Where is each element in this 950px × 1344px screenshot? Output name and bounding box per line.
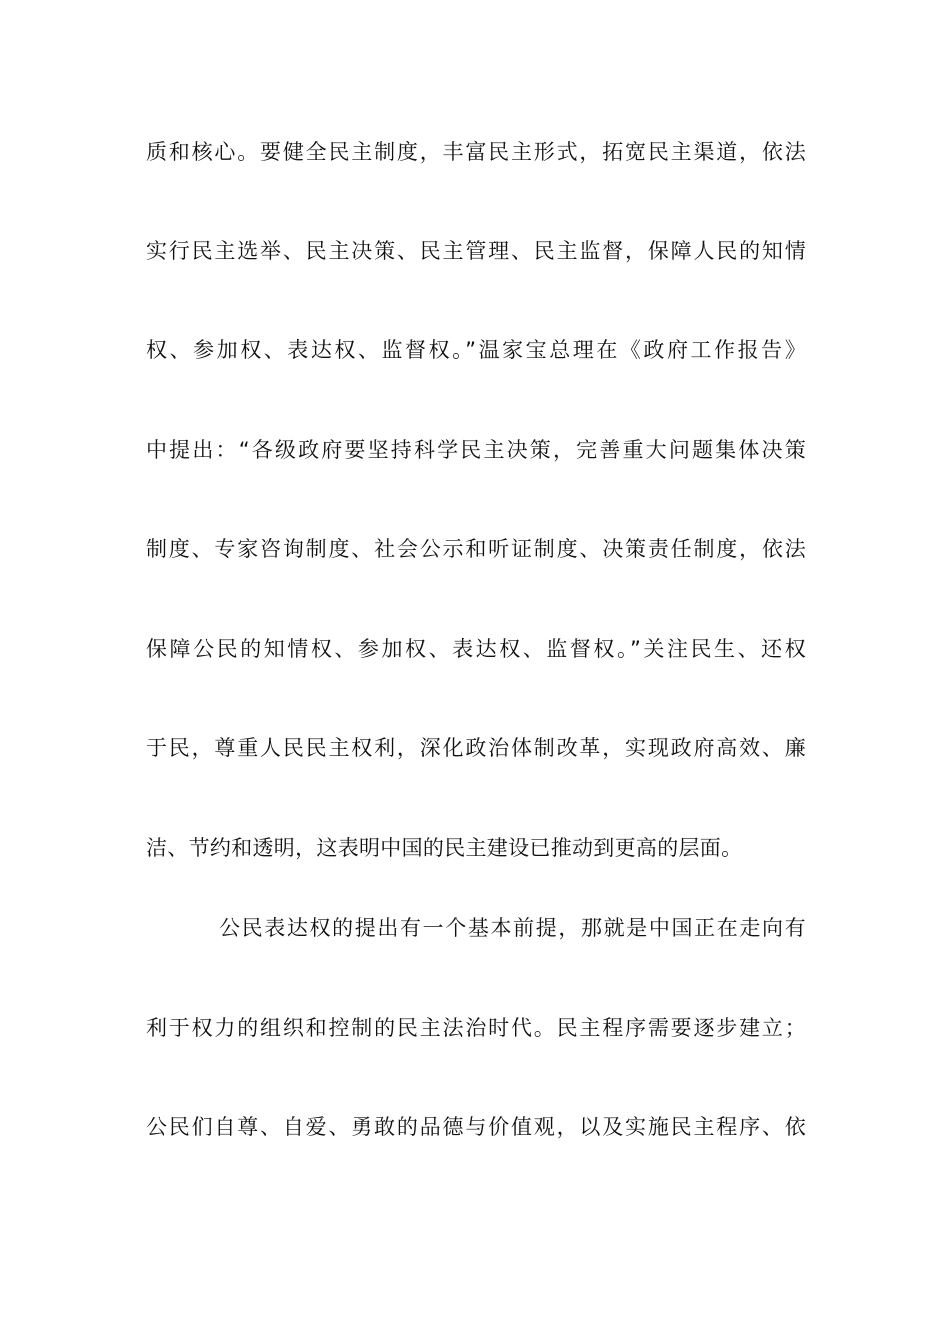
text-line: 质和核心。要健全民主制度，丰富民主形式，拓宽民主渠道，依法 (146, 140, 806, 164)
text-line: 公民们自尊、自爱、勇敢的品德与价值观，以及实施民主程序、依 (146, 1115, 806, 1139)
paragraph-start-line: 公民表达权的提出有一个基本前提，那就是中国正在走向有 (219, 916, 806, 940)
text-line: 中提出：“各级政府要坚持科学民主决策，完善重大问题集体决策 (146, 438, 806, 462)
text-line: 于民，尊重人民民主权利，深化政治体制改革，实现政府高效、廉 (146, 736, 806, 760)
text-line: 权、参加权、表达权、监督权。”温家宝总理在《政府工作报告》 (146, 338, 806, 362)
text-line: 保障公民的知情权、参加权、表达权、监督权。”关注民生、还权 (146, 637, 806, 661)
text-line: 制度、专家咨询制度、社会公示和听证制度、决策责任制度，依法 (146, 537, 806, 561)
paragraph-end-line: 洁、节约和透明，这表明中国的民主建设已推动到更高的层面。 (146, 836, 743, 860)
text-line: 利于权力的组织和控制的民主法治时代。民主程序需要逐步建立； (146, 1016, 806, 1040)
text-line: 实行民主选举、民主决策、民主管理、民主监督，保障人民的知情 (146, 239, 806, 263)
